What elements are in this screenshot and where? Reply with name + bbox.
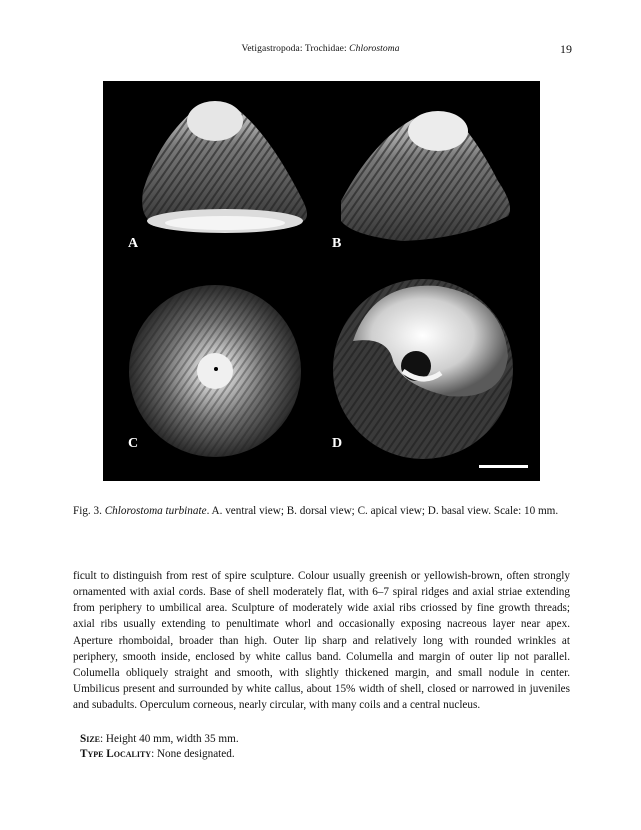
shell-dorsal-view: [341, 111, 510, 241]
type-locality-field: [80, 748, 235, 760]
panel-label-c: C: [128, 436, 139, 451]
running-head-genus: Chlorostoma: [349, 44, 400, 54]
shell-basal-view: [333, 279, 513, 459]
figure-plate: [103, 81, 540, 481]
caption-text: . A. ventral view; B. dorsal view; C. apical view; D. basal view. Scale: 10 mm.: [206, 505, 559, 517]
running-head-text: Vetigastropoda: Trochidae:: [241, 44, 350, 54]
body-paragraph: ficult to distinguish from rest of spire sculpture. Colour usually greenish or yellowish-brown, often strongly ornamented with axial cords. Base of shell moderately flat, with 6–7 spiral ridges and axial striae extending from periphery to umbilical area. Sculpture of moderately wide axial ribs criossed by fine growth threads; axial ribs usually extending to penultimate whorl and occasionally exposing nacreous layer near apex. Aperture rhomboidal, broader than high. Outer lip sharp and relatively long with rounded wrinkles at periphery, smooth inside, enclosed by white callus band. Columella and margin of outer lip not parallel. Columella obliquely straight and smooth, with slightly thickened margin, and small nodule in center. Umbilicus present and surrounded by white callus, about 15% width of shell, closed or narrowed in juveniles and subadults. Operculum corneous, nearly circular, with many coils and a central nucleus.: [73, 570, 570, 712]
figure-caption: [73, 503, 573, 520]
size-value: : Height 40 mm, width 35 mm.: [100, 733, 239, 745]
page-number: 19: [560, 42, 572, 56]
caption-label: Fig. 3.: [73, 505, 102, 517]
size-label: Size: [80, 733, 101, 745]
panel-label-b: B: [332, 236, 342, 251]
scale-bar: [479, 465, 528, 468]
page-header: [0, 44, 641, 58]
shell-photographs: [103, 81, 540, 481]
caption-species: Chlorostoma turbinate: [104, 505, 207, 517]
size-field: [80, 733, 239, 745]
shell-apical-view: [129, 285, 301, 457]
panel-label-a: A: [128, 236, 139, 251]
type-locality-label: Type Locality: [80, 748, 152, 760]
type-locality-value: : None designated.: [151, 748, 235, 760]
shell-ventral-view: [142, 101, 307, 233]
running-head: [0, 44, 641, 54]
panel-label-d: D: [332, 436, 343, 451]
